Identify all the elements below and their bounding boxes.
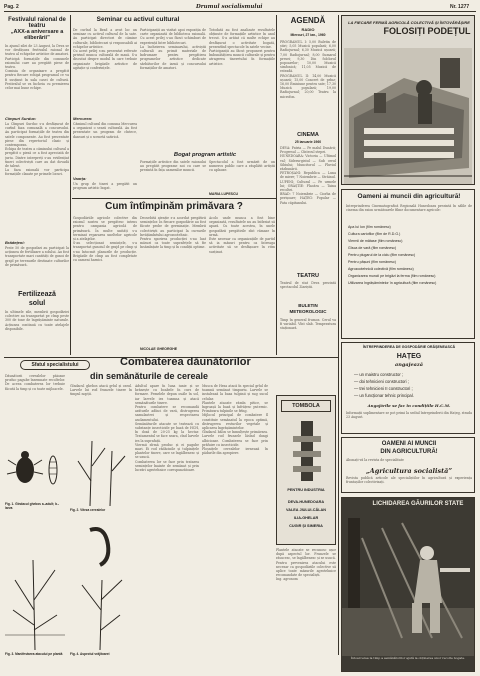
col2-text-2: Căminul cultural din comuna Mercurea a organizat o seară culturală. Au fost prezentate un program de cîntece, dansuri și o scenetă satirică. (73, 122, 137, 139)
ad-tombola-city-4: CUGIR ȘI SIMERIA (289, 524, 323, 528)
page-number: Pag. 2 (4, 4, 19, 10)
ad-podetul (341, 15, 475, 185)
figure-3-attack (5, 540, 65, 650)
ad-hateg-item: — un funcționar tehnic principal. (354, 393, 414, 398)
ad-tombola-city-1: DEVA-HUNEDOARA (287, 500, 325, 504)
agenda-buletin-text: Timp în general frumos. Cerul va fi variabil. Vînt slab. Temperatura staționară. (280, 318, 336, 331)
specialist-headline-2: din semănăturile de cereale (90, 371, 209, 381)
main-text-2: Deosebită atenție s-a acordat pregătirii semințelor. În fiecare gospodărie au fost făcute probe de germinație. Membrii colectiviști au participat la cursurile învățămîntului agrozootehnic. Pentru sporirea producției s-au luat măsuri ca toate suprafețele să fie însămînțate la timp și în condiții optime. (140, 216, 206, 250)
figure-3-caption: Fig. 3. Manifestarea atacului pe plantă (5, 652, 63, 656)
col3-text-1: Formațiile artistice din satele raionului au pregătit programe noi cu care se prezintă în fața oamenilor muncii. (140, 160, 206, 173)
ad-hateg (341, 342, 475, 434)
ad-gauri-title: LICHIDAREA GĂURILOR STATE (372, 501, 464, 507)
agenda-teatru-text: Teatrul de stat Deva prezintă spectacolul Ziariștii. (280, 281, 336, 290)
ad-oameni2-title: OAMENI AI MUNCII (381, 441, 437, 447)
ad-oameni-intro: Întreprinderea Cinematografică Regională Hunedoara prezintă în sălile de cinema din raion următoarele filme documentare agricole: (346, 204, 472, 213)
ad-oameni-title: Oameni ai muncii din agricultură! (357, 193, 461, 200)
ad-gauri-illustration (342, 498, 474, 656)
figure-1-caption: Fig. 1. Gîndacul ghebos a.-adult; b.-larva (5, 502, 60, 510)
ad-oameni-item: Apa lui Ion (film românesc) (348, 225, 391, 229)
ad-gauri-state (341, 497, 475, 672)
main-text-1: Gospodăriile agricole colective din raionul nostru se pregătesc intens pentru campania agricolă de primăvară. În multe unități s-a terminat repararea uneltelor agricole și a atelajelor. S-au selecționat semințele, s-a transportat gunoiul de grajd pe cîmp și s-au întocmit planurile de producție. Brigăzile de cîmp au fost completate cu oameni harnici. (73, 216, 137, 263)
figure-4-caption: Fig. 4. Aspectul vrăjitoarei (70, 652, 110, 656)
col1-text-4: În ultimele zile, membrii gospodăriei colective au transportat pe cîmp peste 300 de tone de îngrășăminte naturale. Acțiunea continuă cu toate atelajele disponibile. (5, 310, 69, 331)
ad-oameni-item: Cultura cartofilor (film de R.D.G.) (348, 232, 401, 236)
col2-headline: Seminar cu activul cultural (96, 16, 180, 23)
col3-text-2: Totodată au fost analizate rezultatele obținute de formațiile artistice în anul trecut. S-a arătat că multe echipe au desfășurat o activitate bogată, prezentînd spectacole în satele vecine. Participanții au făcut propuneri pentru îmbunătățirea muncii culturale și pentru atragerea tineretului în formațiile artistice. (209, 28, 275, 66)
ad-oameni-list (348, 224, 472, 287)
ad-hateg-list (354, 371, 474, 399)
main-text-3: Acolo unde munca a fost bine organizată, rezultatele nu au întîrziat să apară. Cu toate acestea, în unele gospodării pregătirile sînt rămase în urmă. Este necesar ca organizațiile de partid să ia măsuri pentru ca întreaga activitate să se desfășoare în ritm susținut. (209, 216, 275, 254)
col1-headline-2: „AXX-a aniversare a eliberării” (10, 29, 64, 41)
col3-signature: MARIA LUPESCU (209, 192, 239, 196)
col2-text-3: Un grup de tineri a pregătit un program artistic bogat. (73, 182, 137, 191)
agenda-cinema-list: DEVA: Patria — Pe malul Dunării; Progresul — Cîntecul stepei. HUNEDOARA: Victoria — Ultimul val; Siderurgistul — Sub cerul Sibiului; Muncitorul — Fluviul răzbunării. PETROȘANI: Republica — Luna de miere; 7 Noiembrie — Străinul. LUPENI: Cultural — Pe urmele lui; ORĂȘTIE: Flacăra — Taina recoltei. BRAD: 7 Noiembrie — Ciorba de perișoare; HAȚEG: Popular — Fata căpitanului. (280, 146, 336, 205)
main-headline: Cum întîmpinăm primăvara ? (105, 201, 243, 212)
agenda-teatru: TEATRU (297, 273, 319, 279)
ad-oameni2-text: Abonați-vă la revista de specialitate (346, 458, 404, 462)
col1-text-1: În ajunul zilei de 23 August, la Deva se vor desfășura festivalul raional de teatru al echipelor artistice de amatori. Participă formațiile din comunele raionului care au pregătit piese de teatru. Comisia de organizare a pregătit pentru fiecare echipă programul ce va fi susținut în sala casei de cultură. Festivalul se va încheia cu premierea celor mai bune echipe. (5, 44, 69, 91)
col1-text-2: La Cîmpuri Surduc s-a desfășurat de curînd faza comunală a concursului. Au participat formațiile de teatru din satele componente. Au fost prezentate piese din repertoriul clasic și contemporan. Echipa de teatru a căminului cultural a pregătit o piesă ce a fost apreciată de juriu. Dintre interpreți s-au evidențiat tineri colectiviști care au dat dovadă de talent. La faza raională vor participa formațiile clasate pe primele locuri. (5, 122, 69, 177)
newspaper-title: Drumul socialismului (196, 4, 263, 10)
ad-oameni-item: Gîsca de vară (film românesc) (348, 246, 397, 250)
ad-podetul-title: FOLOSIȚI PODEȚUL (383, 26, 471, 36)
agenda-radio-program: PROGRAMUL I: 5,00 Buletin de știri; 5,05 Muzică populară; 6,00 Radiojurnal; 6,30 Muzică ușoară; 7,00 Radiojurnal; 8,00 Sumarul presei; 9,30 Din folclorul popoarelor; 10,00 Muzică simfonică; 11,05 Muzică de estradă. PROGRAMUL II: 14,00 Muzică ușoară; 15,00 Concert de prînz; 16,00 Emisiune pentru sate; 17,30 Muzică populară; 19,00 Radiojurnal; 20,00 Teatru la microfon. (280, 40, 336, 99)
col3-headline: Bogat program artistic (173, 152, 237, 158)
col2-sub-1: Mercurea: (73, 116, 93, 121)
agenda-buletin: BULETIN (298, 303, 318, 308)
ad-podetul-illustration (344, 48, 472, 184)
col1-headline-3b: solul (28, 300, 46, 307)
issue-number: Nr. 1277 (450, 4, 470, 10)
agenda-title: AGENDĂ (290, 16, 326, 25)
ad-tombola-illustration (287, 416, 327, 486)
ad-hateg-item: — trei tehnicieni II constructori ; (354, 386, 413, 391)
ad-tombola-line2: PENTRU INDUSTRIA (287, 488, 325, 492)
ad-hateg-verb: angajează (395, 362, 423, 368)
col2-sub-2: Vaarța: (73, 176, 87, 181)
specialist-text-4: Musca de Hesa atacă în special grîul de toamnă semănat timpuriu. Larvele se instalează la baza tulpinii și sug sucul celular. Plantele atacate rămîn pitice, se îngroașă la bază și înfrățesc puternic. Primăvara tulpinile se frîng. Mijlocul principal de combatere îl constituie semănatul la epoca optimă, distrugerea resturilor vegetale și aplicarea îngrășămintelor. Gîndacul bălos se înmulțește primăvara. Larvele rod frunzele lăsînd dungi albicioase. Combaterea se face prin prăfuire cu insecticide. Ploșnițele cerealelor iernează în pădurile din apropiere. (202, 384, 268, 456)
ad-oameni-item: Organizarea muncii pe brigăzi la ferma (film românesc) (348, 274, 436, 278)
specialist-text-1: Dăunătorii cerealelor păioase produc pagube însemnate recoltelor. De aceea combaterea lor trebuie făcută la timp și cu toate mijloacele. (5, 374, 65, 391)
col2-text-1: De curînd la Brad a avut loc un seminar cu activul cultural de la sate. Au participat directori de cămine culturale, bibliotecari și responsabili ai echipelor artistice. Cu acest prilej s-au prezentat referate privind munca culturală de masă. S-a discutat despre modul în care trebuie organizate brigăzile artistice de agitație și conferințele. (73, 28, 137, 70)
ad-hateg-details: Informații suplimentare se pot primi la sediul întreprinderii din Hațeg, strada 23 August. (346, 411, 472, 420)
figure-2-plant (70, 436, 132, 506)
ad-hateg-item: — un maistru constructor ; (354, 372, 404, 377)
col3-text-3: Spectacolul a fost urmărit de un numeros public care a răsplătit artiștii cu aplauze. (209, 160, 275, 173)
ad-oameni-item: Utilizarea îngrășămintelor în agricultură (film românesc) (348, 281, 437, 285)
specialist-text-2: Gîndacul ghebos atacă grîul și orzul. Larvele lui rod frunzele tinere în timpul nopții. (70, 384, 132, 397)
col1-sub-1: Cîmpuri Surduc: (5, 116, 37, 121)
ad-oameni-item: Pentru pășuni (film românesc) (348, 260, 396, 264)
ad-tombola (276, 395, 336, 545)
agenda-date: Miercuri, 27 ian., 1960 (290, 33, 326, 37)
col1-text-3: Peste 50 de gospodari au participat la acțiunea de fertilizare a solului. Au fost transportate mari cantități de gunoi de grajd pe terenurile destinate culturilor de primăvară. (5, 246, 69, 267)
main-signature: NICOLAE GHEORGHE (140, 347, 178, 351)
ad-oameni-item: Pentru plugarul de la ciclu (film românesc) (348, 253, 416, 257)
ad-hateg-org: ÎNTREPRINDEREA DE GOSPODĂRIE ORĂȘENEASCĂ (362, 345, 456, 349)
col1-headline-3: Fertilizează (18, 291, 56, 298)
bottom-right-text: Plantele atacate se recunosc ușor după aspectul lor. Frunzele se răsucesc, se îngălbenesc și se usucă. Pentru prevenirea atacului este necesar ca gospodăriile colective să aplice toate măsurile agrotehnice recomandate de specialiști. Ing. agronom (276, 548, 336, 582)
col1-sub-2: Brădețeni: (5, 240, 25, 245)
ad-gauri-caption: Întoarcerea la timp a semănătorilor ajută la obținerea unor recolte bogate. (350, 656, 466, 660)
agenda-buletin-2: METEOROLOGIC (289, 309, 327, 314)
col2-text-4: Participanții au vizitat apoi expoziția de carte organizată de biblioteca raională. Cu acest prilej s-au făcut schimburi de experiență între bibliotecari. La încheierea seminarului, activiștii culturali au primit materiale de îndrumare pentru pregătirea programelor artistice dedicate sărbătorilor de iarnă și concursului formațiilor de amatori. (140, 28, 206, 70)
agenda-cinema: CINEMA (297, 132, 319, 138)
agenda-radio: RADIO (301, 27, 315, 32)
ad-tombola-title: TOMBOLA (281, 400, 331, 412)
ad-oameni-item: Viermii de mătase (film românesc) (348, 239, 403, 243)
figure-2-caption: Fig. 2. Viteza cerealelor (70, 508, 106, 512)
ad-oameni2-title-2: DIN AGRICULTURĂ! (380, 449, 438, 455)
ad-oameni2-text-2: Revista publică articole ale specialiștilor în agricultură și experiența fruntașilor colectivizați. (346, 476, 472, 485)
figure-1-beetle (5, 440, 65, 500)
agenda-cinema-date: 25 ianuarie 1960 (294, 140, 322, 144)
ad-agricultura-socialista (341, 437, 475, 493)
ad-podetul-kicker: LA FIECARE FERMĂ AGRICOLĂ COLECTIVĂ ȘI ÎNTOVĂRĂȘIRE (348, 20, 470, 25)
figure-4-aspect (70, 520, 132, 650)
specialist-text-3: Adultul apare în luna iunie și se hrănește cu boabele în curs de formare. Femelele depun ouăle în sol, iar larvele ies toamna și atacă semănăturile tinere. Pentru combatere se recomandă arăturile adînci de vară, distrugerea samulastrei și respectarea asolamentului. Semănăturile atacate se tratează cu substanțe insecticide pe bază de HCH, în doză de 20-25 kg la hectar. Tratamentul se face seara, cînd larvele ies la suprafață. Viermii sîrmă produc și ei pagube mari. Ei rod rădăcinile și tulpinițele plantelor tinere, care se îngălbenesc și se usucă. Combaterea lor se face prin tratarea semințelor înainte de semănat și prin lucrări agrotehnice corespunzătoare. (135, 384, 199, 473)
specialist-kicker: Sfatul specialistului (20, 360, 90, 370)
ad-tombola-city-2: VALEA JIULUI-CĂLAN (285, 508, 327, 512)
col1-headline: Festivalul raional de teatru (8, 17, 66, 30)
specialist-headline: Combaterea dăunătorilor (120, 356, 251, 368)
ad-oameni-muncii (341, 189, 475, 339)
ad-hateg-item: — doi tehnicieni constructori ; (354, 379, 409, 384)
ad-oameni2-pub: „Agricultura socialistă” (365, 467, 453, 475)
ad-oameni-item: Agrozootehnică colectivă (film românesc) (348, 267, 414, 271)
ad-tombola-city-3: ILIA-GHELAR (293, 516, 319, 520)
ad-hateg-foot: Angajările se fac în condițiile H.C.M. (367, 403, 451, 408)
ad-hateg-city: HAȚEG (396, 353, 422, 360)
